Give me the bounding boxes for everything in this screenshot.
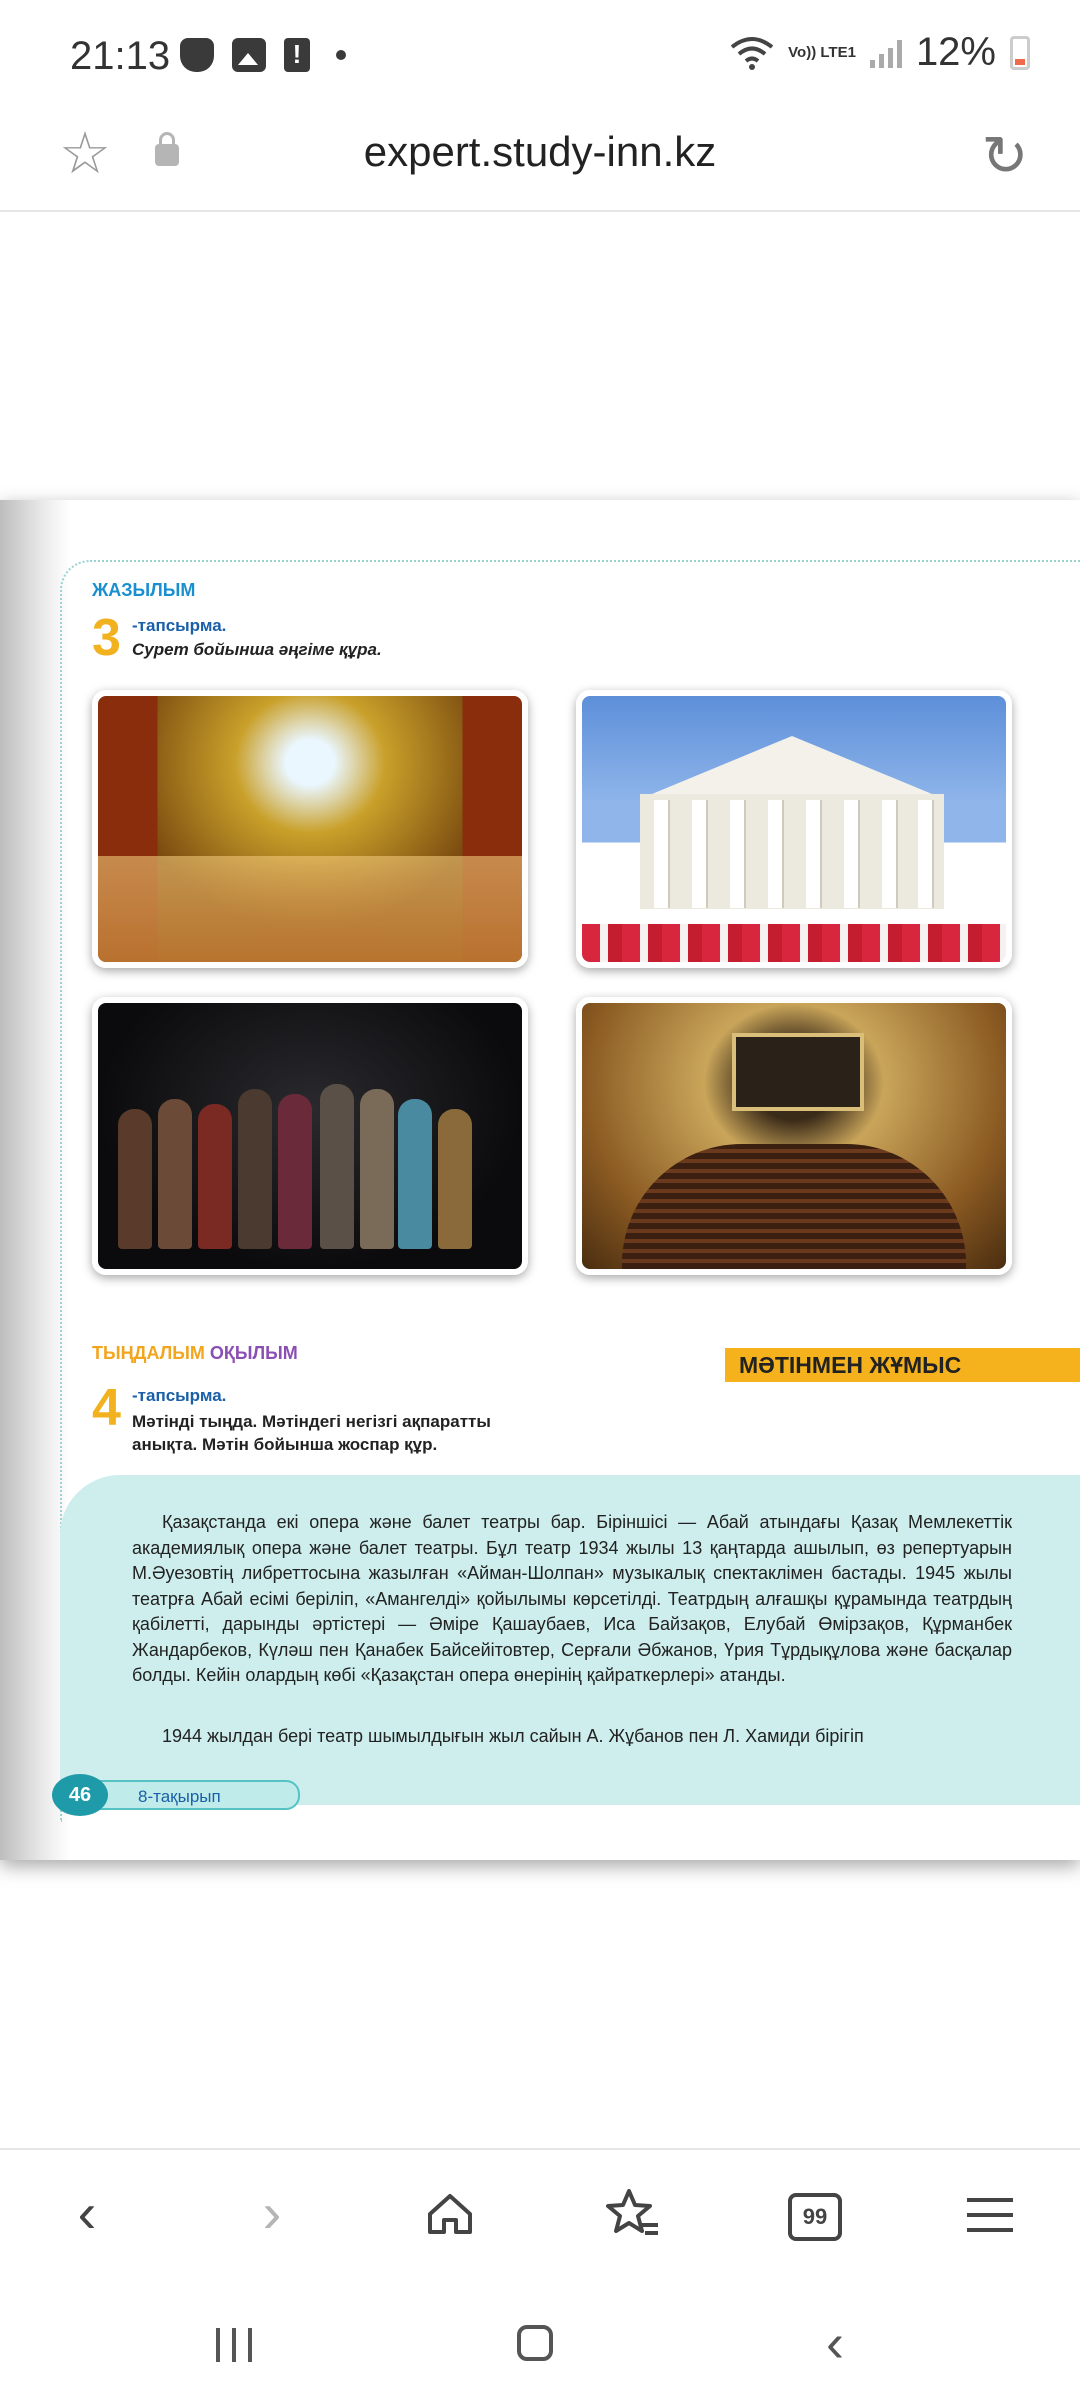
status-bar [0, 0, 1080, 110]
recents-glyph [216, 2328, 252, 2362]
task4-number: 4 [92, 1379, 121, 1437]
actor-figure [158, 1099, 192, 1249]
actor-figure [198, 1104, 232, 1249]
status-time: 21:13 [70, 34, 171, 78]
actor-figure [360, 1089, 394, 1249]
theatre-hall-photo [92, 690, 528, 968]
actor-figure [238, 1089, 272, 1249]
task4-instruction: Мәтінді тыңда. Мәтіндегі негізгі ақпаратты анықта. Мәтін бойынша жоспар құр. [132, 1412, 491, 1454]
star-icon[interactable]: ☆ [59, 121, 111, 186]
actor-figure [278, 1094, 312, 1249]
auditorium-seats [622, 1144, 966, 1269]
reading-paragraph-2: 1944 жылдан бері театр шымылдығын жыл сайын А. Жұбанов пен Л. Хамиди бірігіп [162, 1726, 864, 1746]
page-topic-label: 8-тақырып [100, 1780, 300, 1810]
theatre-facade-photo [576, 690, 1012, 968]
back-icon[interactable] [800, 2308, 870, 2378]
back-glyph: ‹ [826, 2313, 844, 2373]
task3-instruction: Сурет бойынша әңгіме құра. [132, 640, 382, 659]
battery-percent: 12% [915, 30, 996, 74]
facade-column [882, 800, 896, 908]
battery-icon [1010, 36, 1030, 70]
menu-glyph [967, 2198, 1013, 2232]
browser-toolbar [0, 110, 1080, 212]
actor-figure [398, 1099, 432, 1249]
dot-icon [336, 50, 346, 60]
back-icon[interactable]: ‹ [77, 2181, 97, 2244]
facade-body [640, 794, 944, 909]
network-label: Vo)) LTE1 [788, 43, 856, 61]
signal-icon [870, 38, 902, 68]
bookmarks-glyph [605, 2185, 661, 2241]
shield-icon [180, 38, 214, 72]
task3-label: -тапсырма. [132, 616, 227, 635]
wifi-icon [730, 35, 774, 71]
section-listening-label: ТЫҢДАЛЫМ [92, 1343, 205, 1363]
actor-figure [438, 1109, 472, 1249]
text-work-banner: МӘТІНМЕН ЖҰМЫС [725, 1348, 1080, 1382]
section-listening-title [92, 1343, 298, 1364]
facade-column [654, 800, 668, 908]
home-button-icon[interactable] [500, 2308, 570, 2378]
home-icon[interactable] [415, 2178, 485, 2248]
home-glyph [425, 2192, 475, 2236]
reload-icon[interactable]: ↻ [981, 124, 1029, 187]
system-nav-bar [0, 2278, 1080, 2400]
auditorium-photo [576, 997, 1012, 1275]
auditorium-stage [732, 1033, 864, 1111]
alert-icon [284, 38, 310, 72]
flower-bed [582, 924, 1006, 962]
recents-icon[interactable] [198, 2308, 268, 2378]
facade-column [730, 800, 744, 908]
browser-bottom-nav [0, 2148, 1080, 2280]
facade-column [692, 800, 706, 908]
actor-figure [118, 1109, 152, 1249]
section-reading-label: ОҚЫЛЫМ [209, 1343, 298, 1363]
facade-column [806, 800, 820, 908]
task4-label: -тапсырма. [132, 1386, 227, 1405]
facade-column [918, 800, 932, 908]
facade-column [844, 800, 858, 908]
opera-stage-photo [92, 997, 528, 1275]
status-notification-icons [180, 38, 346, 72]
tabs-icon[interactable] [780, 2178, 850, 2248]
page-number: 46 [52, 1774, 108, 1816]
forward-icon[interactable]: › [262, 2181, 282, 2244]
task3-number: 3 [92, 609, 121, 667]
reading-paragraph-1: Қазақстанда екі опера және балет театры бар. Біріншісі — Абай атындағы Қазақ Мемлекеттік академиялық опера және балет театры. Бұл театр 1934 жылы 13 қаңтарда ашылып, өз репертуарын М.Әуезовтің либреттосына жазылған «Айман-Шолпан» музыкалық спектаклімен бастады. 1945 жылы театрға Абай есімі беріліп, «Амангелді» қойылымы көрсетілді. Театрдың алғашқы құрамында театрдың қабілетті, дарынды әртістері — Әміре Қашаубаев, Иса Байзақов, Елубай Өмірзақов, Құрманбек Жандарбеков, Күләш пен Қанабек Байсейітовтер, Серғали Әбжанов, Үрия Тұрдықұлова және басқалар болды. Кейін олардың көбі «Қазақстан опера өнерінің қайраткерлері» атанды. [132, 1512, 1012, 1685]
facade-column [768, 800, 782, 908]
bookmarks-icon[interactable] [598, 2178, 668, 2248]
section-writing-title: ЖАЗЫЛЫМ [92, 580, 196, 600]
gallery-icon [232, 38, 266, 72]
actor-figure [320, 1084, 354, 1249]
textbook-page [0, 500, 1080, 1860]
tabs-count: 99 [788, 2193, 842, 2241]
home-button-glyph [517, 2325, 553, 2361]
status-system-icons [730, 30, 1030, 75]
menu-icon[interactable] [955, 2178, 1025, 2248]
url-display[interactable]: expert.study-inn.kz [363, 128, 717, 175]
facade-pediment [652, 736, 932, 794]
